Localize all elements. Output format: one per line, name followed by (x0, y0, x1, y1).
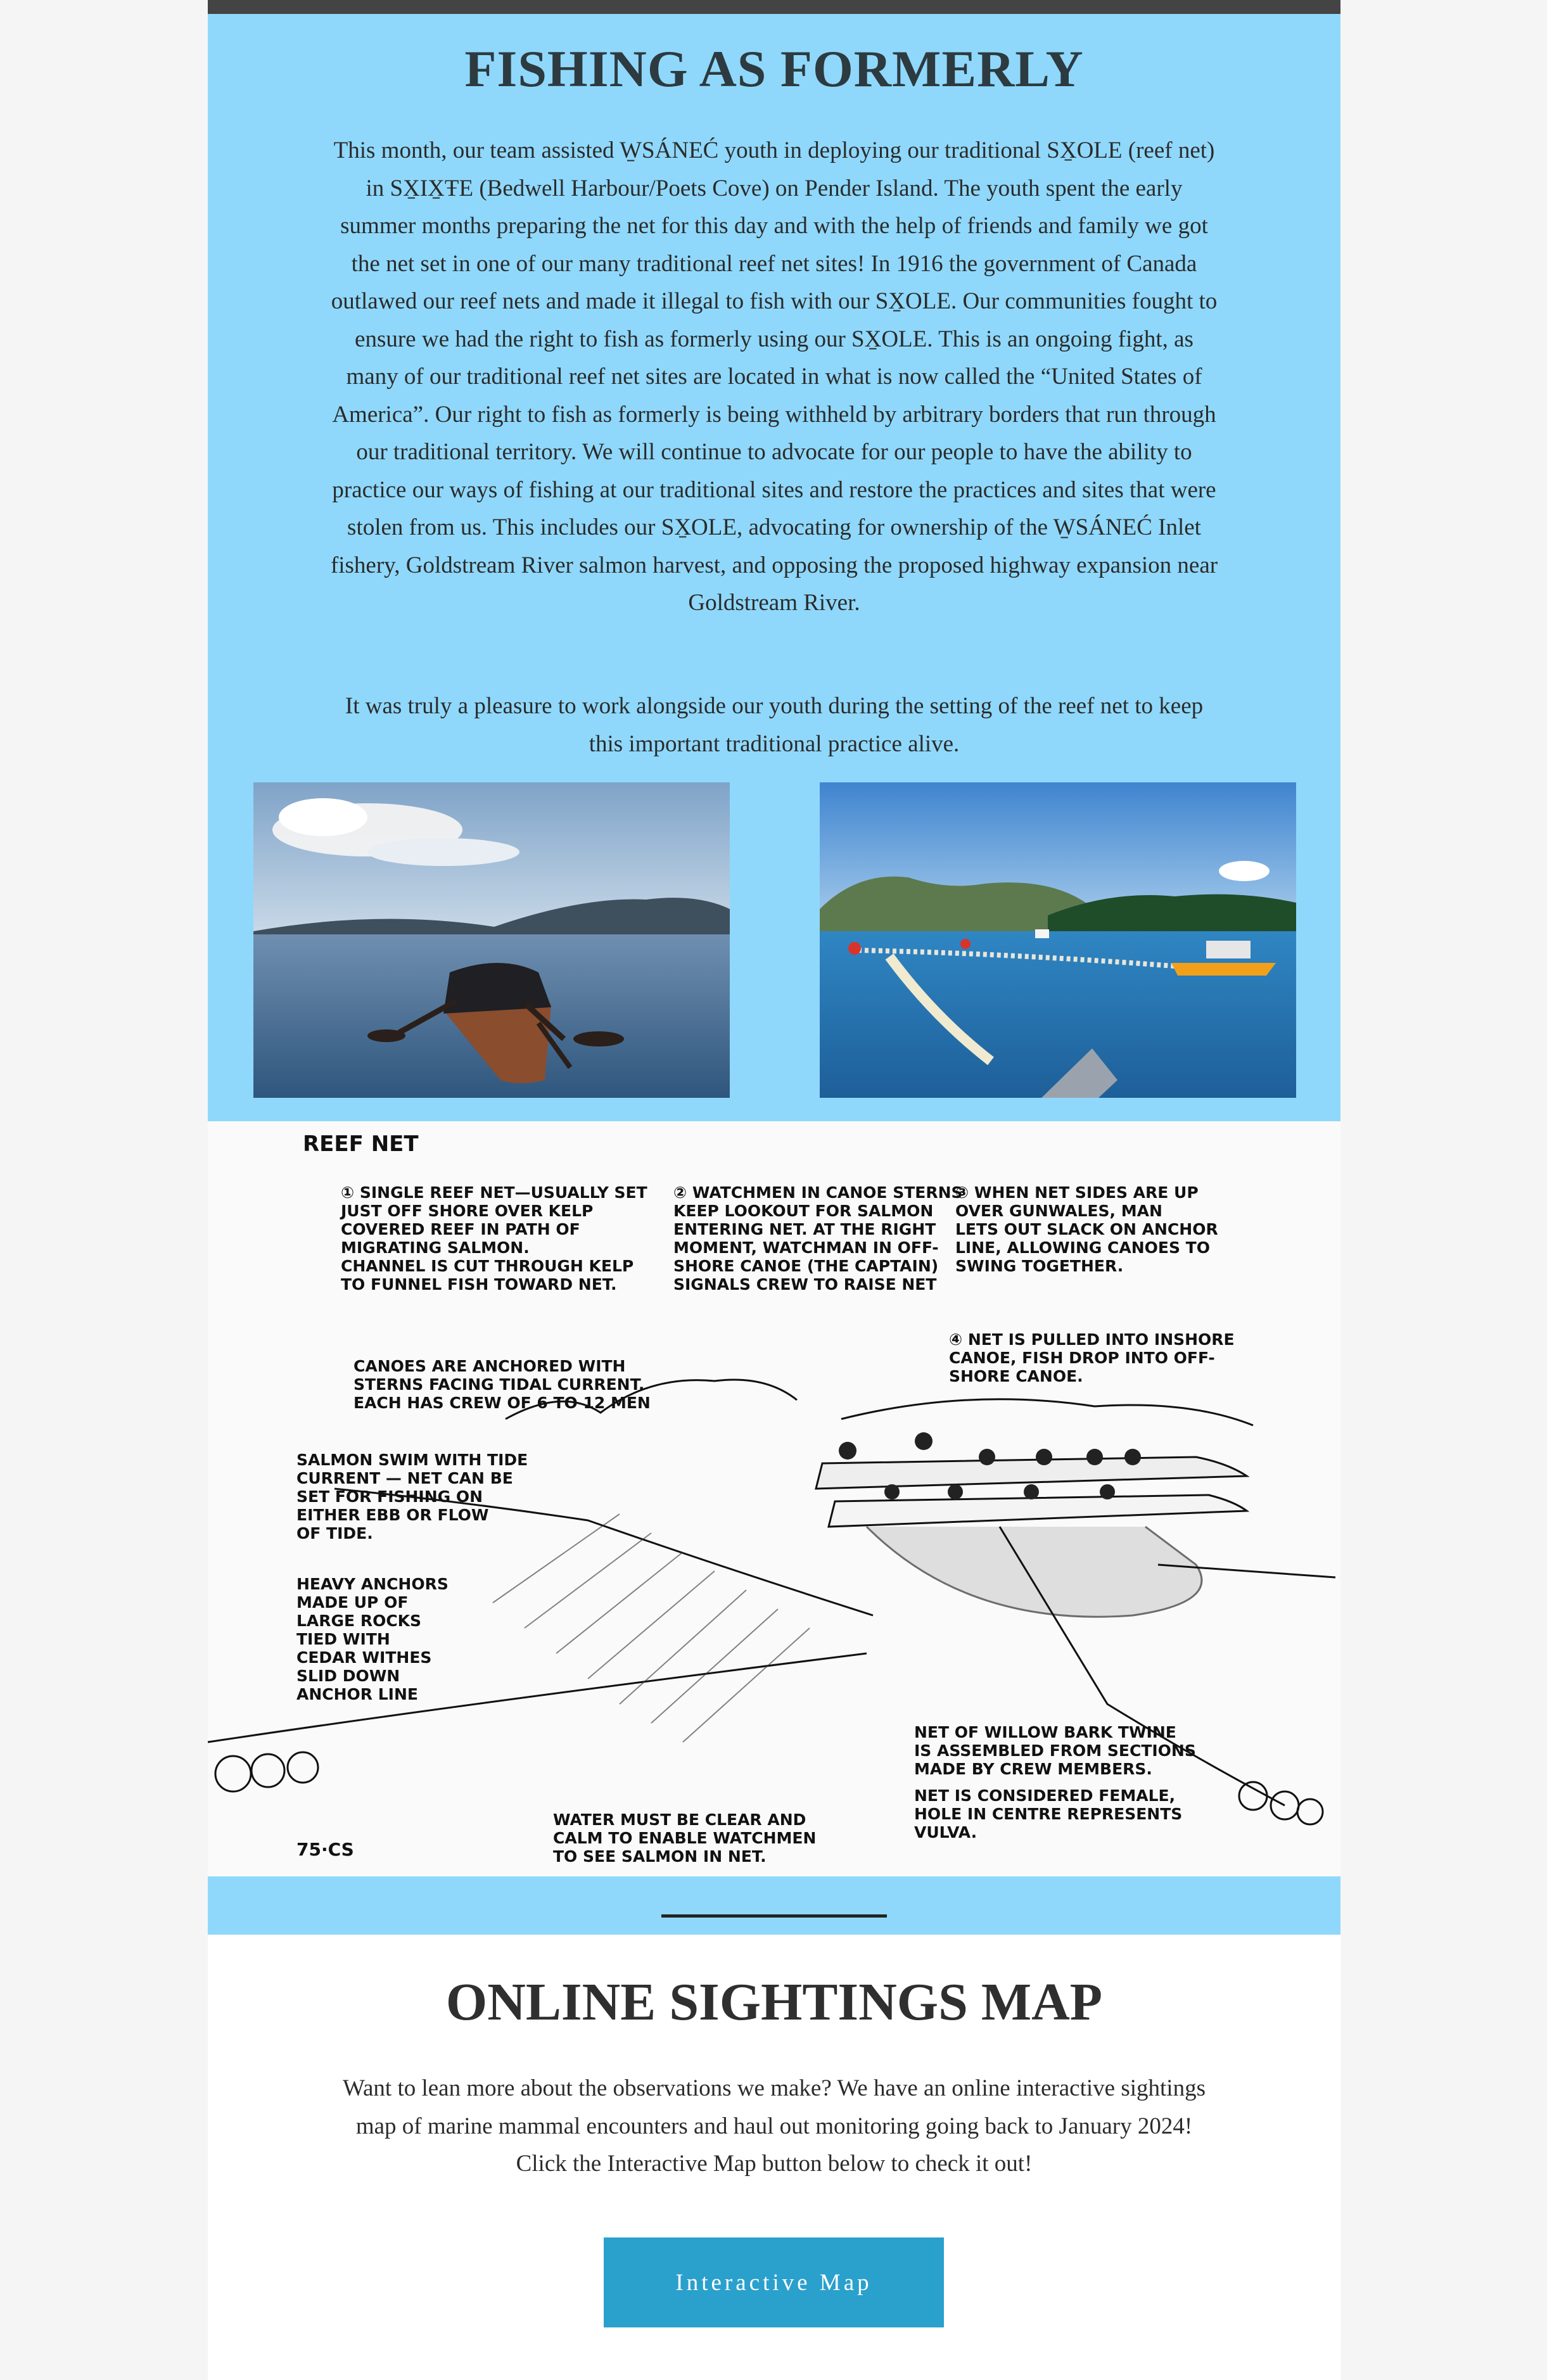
diagram-canoes-label: CANOES ARE ANCHORED WITH STERNS FACING TIDAL CURRENT. EACH HAS CREW OF 6 TO 12 MEN (353, 1357, 651, 1412)
map-paragraph (329, 2070, 1219, 2183)
diagram-willow-label: NET OF WILLOW BARK TWINE IS ASSEMBLED FROM SECTIONS MADE BY CREW MEMBERS. (914, 1723, 1196, 1778)
top-bar (208, 0, 1340, 14)
diagram-title: REEF NET (303, 1131, 419, 1157)
diagram-female-label: NET IS CONSIDERED FEMALE, HOLE IN CENTRE REPRESENTS VULVA. (914, 1786, 1183, 1842)
diagram-note-4: ④ NET IS PULLED INTO INSHORE CANOE, FISH DROP INTO OFF- SHORE CANOE. (949, 1330, 1235, 1385)
reef-net-diagram (208, 1121, 1340, 1876)
fishing-title: FISHING AS FORMERLY (464, 40, 1084, 98)
fishing-paragraph-2: It was truly a pleasure to work alongside our youth during the setting of the reef net to keep this important traditional practice alive. (345, 693, 1204, 757)
diagram-note-1: ① SINGLE REEF NET—USUALLY SET JUST OFF SHORE OVER KELP COVERED REEF IN PATH OF MIGRATING SALMON. CHANNEL IS CUT THROUGH KELP TO FUNNEL FISH TOWARD NET. (341, 1183, 647, 1294)
reef-net-harbour-photo (820, 782, 1296, 1098)
divider-strip (208, 1876, 1340, 1935)
fishing-paragraph-1: This month, our team assisted W̱SÁNEĆ youth in deploying our traditional SX̱OLE (reef net) in SX̱IX̱ŦE (Bedwell Harbour/Poets Cove) on Pender Island. The youth spent the early summer months preparing the net for this day and with the help of friends and family we got the net set in one of our many traditional reef net sites! In 1916 the government of Canada outlawed our reef nets and made it illegal to fish with our SX̱OLE. Our communities fought to ensure we had the right to fish as formerly using our SX̱OLE. This is an ongoing fight, as many of our traditional reef net sites are located in what is now called the “United States of America”. Our right to fish as formerly is being withheld by arbitrary borders that run through our traditional territory. We will continue to advocate for our people to have the ability to practice our ways of fishing at our traditional sites and restore the practices and sites that were stolen from us. This includes our SX̱OLE, advocating for ownership of the W̱SÁNEĆ Inlet fishery, Goldstream River salmon harvest, and opposing the proposed highway expansion near Goldstream River. (330, 137, 1218, 616)
section-divider (661, 1914, 887, 1918)
diagram-salmon-label: SALMON SWIM WITH TIDE CURRENT — NET CAN BE SET FOR FISHING ON EITHER EBB OR FLOW OF TIDE. (296, 1451, 528, 1543)
map-description: Want to lean more about the observations we make? We have an online interactive sightings map of marine mammal encounters and haul out monitoring going back to January 2024! (343, 2075, 1206, 2139)
diagram-note-3: ③ WHEN NET SIDES ARE UP OVER GUNWALES, MAN LETS OUT SLACK ON ANCHOR LINE, ALLOWING CANOES TO SWING TOGETHER. (955, 1183, 1218, 1275)
map-cta-text: Click the Interactive Map button below to check it out! (516, 2151, 1033, 2177)
map-title: ONLINE SIGHTINGS MAP (445, 1973, 1103, 2032)
diagram-water-label: WATER MUST BE CLEAR AND CALM TO ENABLE WATCHMEN TO SEE SALMON IN NET. (553, 1810, 817, 1866)
diagram-anchors-label: HEAVY ANCHORS MADE UP OF LARGE ROCKS TIED WITH CEDAR WITHES SLID DOWN ANCHOR LINE (296, 1575, 449, 1703)
interactive-map-button[interactable]: Interactive Map (604, 2237, 944, 2327)
diagram-code: 75·CS (296, 1839, 354, 1860)
canoe-photo (253, 782, 730, 1098)
diagram-note-2: ② WATCHMEN IN CANOE STERNS KEEP LOOKOUT FOR SALMON ENTERING NET. AT THE RIGHT MOMENT, WATCHMAN IN OFF- SHORE CANOE (THE CAPTAIN) SIGNALS CREW TO RAISE NET (673, 1183, 963, 1294)
